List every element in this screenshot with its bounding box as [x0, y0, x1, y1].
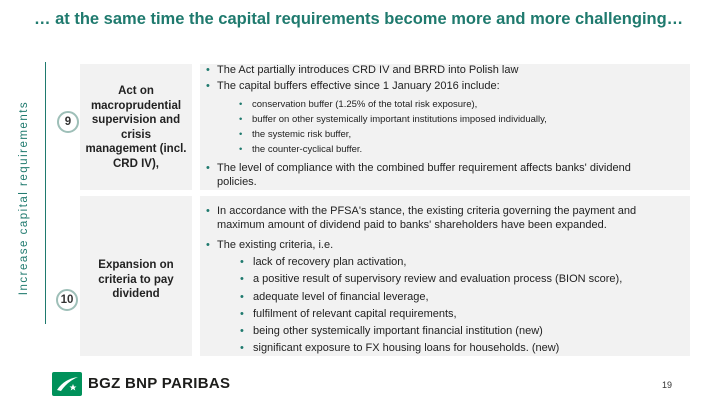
bullet: • The capital buffers effective since 1 January 2016 include:: [217, 79, 500, 93]
logo-text: BGZ BNP PARIBAS: [88, 375, 231, 392]
bullet: • The existing criteria, i.e.: [217, 238, 333, 252]
section-number-badge: 9: [57, 111, 79, 133]
sub-bullet: • a positive result of supervisory review and evaluation process (BION score),: [253, 272, 622, 286]
sub-bullet: • lack of recovery plan activation,: [253, 255, 406, 269]
sub-bullet: • fulfilment of relevant capital requirements,: [253, 307, 457, 321]
page-title: … at the same time the capital requirements become more and more challenging…: [34, 10, 684, 28]
bullet: • The level of compliance with the combined buffer requirement affects banks' dividend policies.: [217, 161, 631, 189]
company-logo: [52, 372, 242, 396]
sub-bullet: • the systemic risk buffer,: [252, 128, 351, 141]
bullet: • The Act partially introduces CRD IV and BRRD into Polish law: [217, 63, 518, 77]
page-number: 19: [662, 380, 673, 390]
section-9-label-box: [80, 64, 192, 190]
section-number-badge: 10: [56, 289, 78, 311]
section-9-label: Act on macroprudential supervision and crisis management (incl. CRD IV),: [85, 85, 187, 170]
side-label: Increase capital requirements: [18, 100, 30, 296]
sub-bullet: • significant exposure to FX housing loans for households. (new): [253, 341, 559, 355]
sub-bullet: • the counter-cyclical buffer.: [252, 143, 362, 156]
bnp-stars-logo-icon: [52, 372, 82, 396]
sub-bullet: • being other systemically important financial institution (new): [253, 324, 543, 338]
bullet: • In accordance with the PFSA's stance, the existing criteria governing the payment and maximum amount of dividend paid to banks' shareholders have been expanded.: [217, 204, 636, 232]
divider-line: [45, 62, 46, 324]
section-10-label: Expansion on criteria to pay dividend: [98, 259, 174, 300]
sub-bullet: • adequate level of financial leverage,: [253, 290, 429, 304]
section-10-label-box: [80, 196, 192, 356]
sub-bullet: • buffer on other systemically important institutions imposed individually,: [252, 113, 547, 126]
sub-bullet: • conservation buffer (1.25% of the total risk exposure),: [252, 98, 477, 111]
